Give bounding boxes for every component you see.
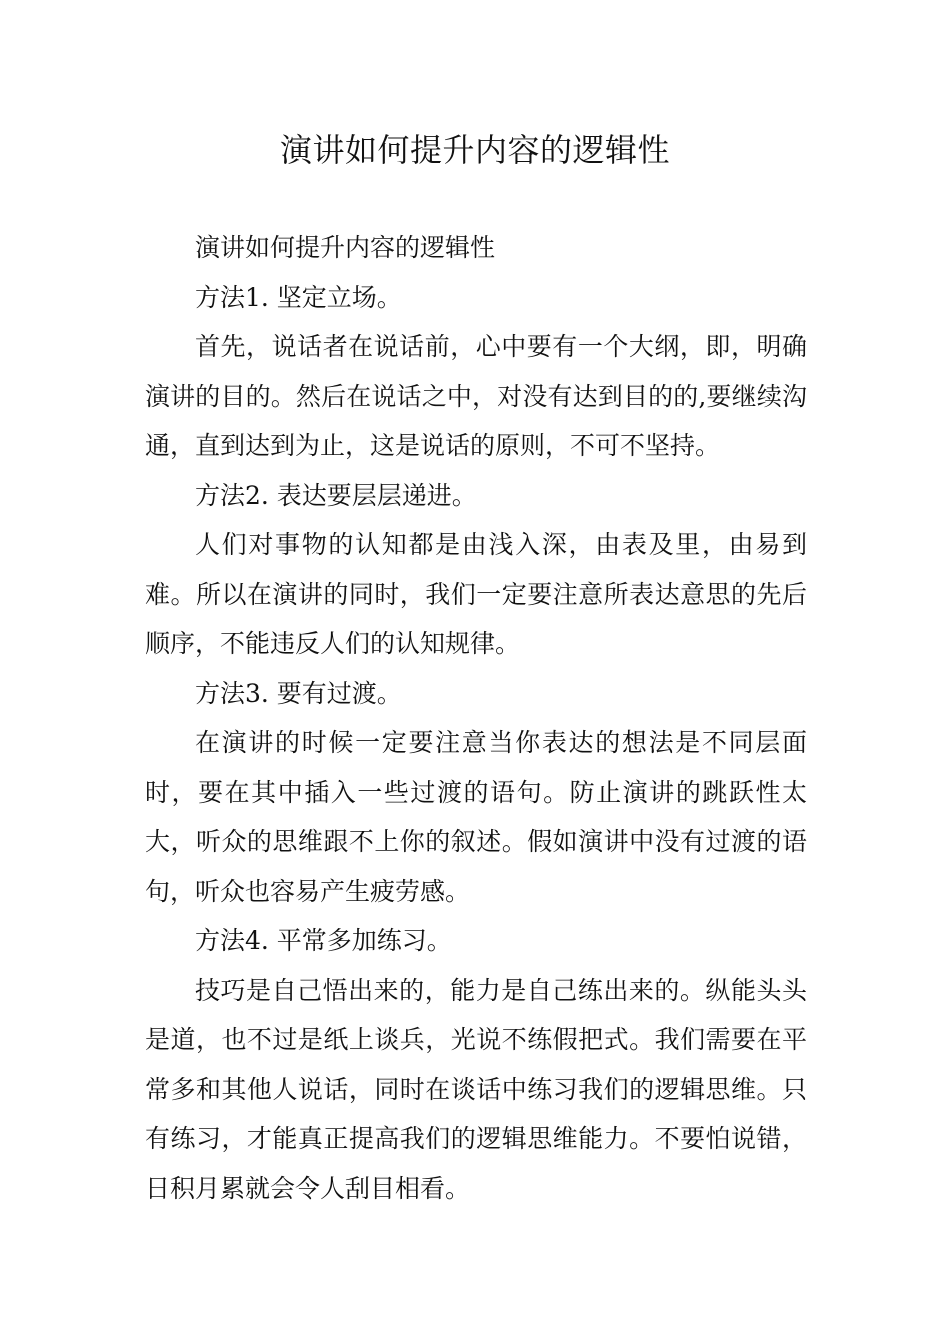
paragraph-method-1-heading: 方法1. 坚定立场。 [195,282,402,312]
paragraph-method-3-body: 在演讲的时候一定要注意当你表达的想法是不同层面时，要在其中插入一些过渡的语句。防止演讲的跳跃性太大，听众的思维跟不上你的叙述。假如演讲中没有过渡的语句，听众也容易产生疲劳感。 [145,728,807,906]
paragraph-method-4-heading: 方法4. 平常多加练习。 [195,926,452,955]
paragraph-method-4-body: 技巧是自己悟出来的，能力是自己练出来的。纵能头头是道，也不过是纸上谈兵，光说不练假把式。我们需要在平常多和其他人说话，同时在谈话中练习我们的逻辑思维。只有练习，才能真正提高我们的逻辑思维能力。不要怕说错，日积月累就会令人刮目相看。 [145,975,807,1203]
document-title: 演讲如何提升内容的逻辑性 [279,131,670,169]
paragraph-method-3-heading: 方法3. 要有过渡。 [195,678,402,708]
document-body [145,223,807,1213]
paragraph-method-2-heading: 方法2. 表达要层层递进。 [195,480,477,510]
paragraph-method-1-body: 首先，说话者在说话前，心中要有一个大纲，即，明确演讲的目的。然后在说话之中，对没有达到目的的,要继续沟通，直到达到为止，这是说话的原则，不可不坚持。 [145,332,807,460]
paragraph-method-2-body: 人们对事物的认知都是由浅入深，由表及里，由易到难。所以在演讲的同时，我们一定要注意所表达意思的先后顺序，不能违反人们的认知规律。 [145,530,807,658]
paragraph-subtitle: 演讲如何提升内容的逻辑性 [195,233,496,262]
